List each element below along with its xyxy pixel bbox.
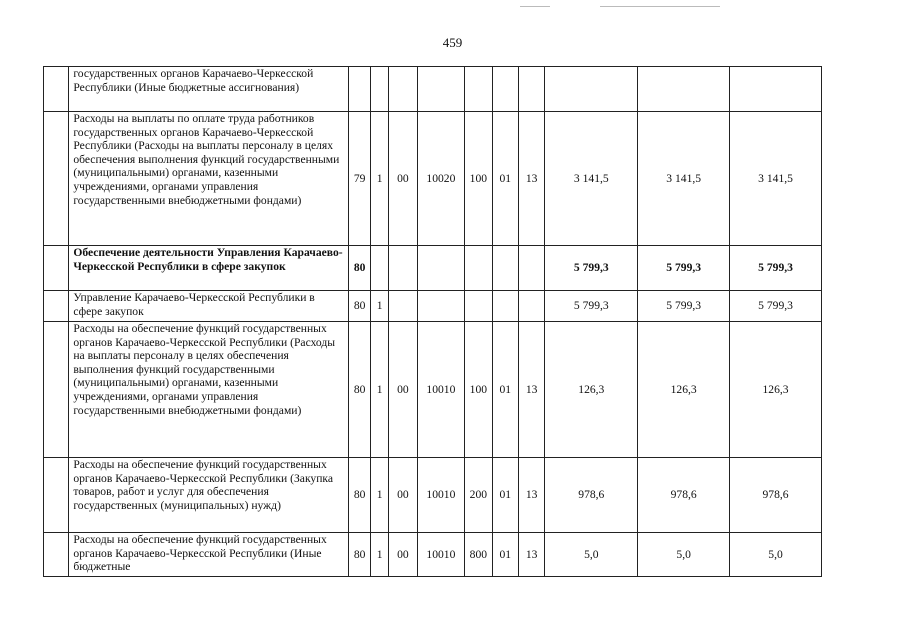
- code-cell: [492, 246, 518, 291]
- row-index-cell: [44, 112, 69, 246]
- code-cell: [417, 67, 465, 112]
- page-number: 459: [442, 35, 463, 50]
- code-cell: 01: [492, 458, 518, 533]
- code-cell: 1: [371, 291, 389, 322]
- code-cell: [518, 67, 544, 112]
- table-row: [44, 246, 822, 291]
- value-cell: 5,0: [545, 533, 638, 577]
- table-row: [44, 67, 822, 112]
- code-cell: [371, 246, 389, 291]
- row-index-cell: [44, 291, 69, 322]
- value-cell: 5,0: [638, 533, 730, 577]
- code-cell: 200: [465, 458, 492, 533]
- table-row: [44, 322, 822, 458]
- value-cell: 5 799,3: [638, 246, 730, 291]
- code-cell: [349, 67, 371, 112]
- code-cell: 00: [389, 112, 418, 246]
- code-cell: [417, 246, 465, 291]
- code-cell: [465, 246, 492, 291]
- code-cell: 01: [492, 533, 518, 577]
- code-cell: 10010: [417, 458, 465, 533]
- budget-table: [43, 66, 822, 577]
- row-index-cell: [44, 533, 69, 577]
- code-cell: 01: [492, 112, 518, 246]
- code-cell: 10010: [417, 533, 465, 577]
- code-cell: [371, 67, 389, 112]
- row-index-cell: [44, 246, 69, 291]
- table-row: [44, 291, 822, 322]
- code-cell: 00: [389, 458, 418, 533]
- row-index-cell: [44, 458, 69, 533]
- code-cell: 10010: [417, 322, 465, 458]
- scan-artifact-line: [520, 6, 550, 7]
- value-cell: 3 141,5: [638, 112, 730, 246]
- row-index-cell: [44, 67, 69, 112]
- value-cell: 978,6: [730, 458, 822, 533]
- code-cell: 80: [349, 533, 371, 577]
- code-cell: [465, 291, 492, 322]
- code-cell: [417, 291, 465, 322]
- value-cell: 978,6: [638, 458, 730, 533]
- scan-artifact-line: [600, 6, 720, 7]
- value-cell: 126,3: [730, 322, 822, 458]
- code-cell: [465, 67, 492, 112]
- row-name-cell: Управление Карачаево-Черкесской Республики в сфере закупок: [69, 291, 349, 322]
- value-cell: 5 799,3: [730, 246, 822, 291]
- row-name-cell: Обеспечение деятельности Управления Карачаево-Черкесской Республики в сфере закупок: [69, 246, 349, 291]
- value-cell: [545, 67, 638, 112]
- code-cell: 10020: [417, 112, 465, 246]
- code-cell: 800: [465, 533, 492, 577]
- code-cell: [518, 291, 544, 322]
- table-row: [44, 112, 822, 246]
- value-cell: 978,6: [545, 458, 638, 533]
- code-cell: 100: [465, 322, 492, 458]
- value-cell: 5,0: [730, 533, 822, 577]
- row-name-cell: Расходы на выплаты по оплате труда работников государственных органов Карачаево-Черкесской Республики (Расходы на выплаты персоналу в целях обеспечения выполнения функций государственными (муниципальными) органами, казенными учреждениями, органами управления государственными внебюджетными фондами): [69, 112, 349, 246]
- code-cell: 13: [518, 533, 544, 577]
- value-cell: 3 141,5: [545, 112, 638, 246]
- code-cell: [492, 67, 518, 112]
- value-cell: 5 799,3: [638, 291, 730, 322]
- code-cell: 80: [349, 246, 371, 291]
- code-cell: 00: [389, 533, 418, 577]
- code-cell: 1: [371, 458, 389, 533]
- value-cell: 3 141,5: [730, 112, 822, 246]
- code-cell: 80: [349, 458, 371, 533]
- row-index-cell: [44, 322, 69, 458]
- table-row: [44, 458, 822, 533]
- code-cell: 80: [349, 322, 371, 458]
- row-name-cell: Расходы на обеспечение функций государственных органов Карачаево-Черкесской Республики (Закупка товаров, работ и услуг для обеспечения государственных (муниципальных) нужд): [69, 458, 349, 533]
- value-cell: 5 799,3: [730, 291, 822, 322]
- code-cell: 100: [465, 112, 492, 246]
- code-cell: 79: [349, 112, 371, 246]
- code-cell: [492, 291, 518, 322]
- value-cell: [730, 67, 822, 112]
- code-cell: 00: [389, 322, 418, 458]
- code-cell: 13: [518, 112, 544, 246]
- code-cell: [389, 67, 418, 112]
- code-cell: [389, 246, 418, 291]
- code-cell: 13: [518, 458, 544, 533]
- code-cell: 1: [371, 322, 389, 458]
- table-row: [44, 533, 822, 577]
- value-cell: 5 799,3: [545, 291, 638, 322]
- value-cell: 126,3: [545, 322, 638, 458]
- code-cell: 13: [518, 322, 544, 458]
- value-cell: [638, 67, 730, 112]
- row-name-cell: государственных органов Карачаево-Черкесской Республики (Иные бюджетные ассигнования): [69, 67, 349, 112]
- code-cell: 01: [492, 322, 518, 458]
- value-cell: 126,3: [638, 322, 730, 458]
- code-cell: 1: [371, 533, 389, 577]
- row-name-cell: Расходы на обеспечение функций государственных органов Карачаево-Черкесской Республики (Иные бюджетные: [69, 533, 349, 577]
- code-cell: [518, 246, 544, 291]
- code-cell: [389, 291, 418, 322]
- value-cell: 5 799,3: [545, 246, 638, 291]
- row-name-cell: Расходы на обеспечение функций государственных органов Карачаево-Черкесской Республики (Расходы на выплаты персоналу в целях обеспечения выполнения функций государственными (муниципальными) органами, казенными учреждениями, органами управления государственными внебюджетными фондами): [69, 322, 349, 458]
- code-cell: 1: [371, 112, 389, 246]
- code-cell: 80: [349, 291, 371, 322]
